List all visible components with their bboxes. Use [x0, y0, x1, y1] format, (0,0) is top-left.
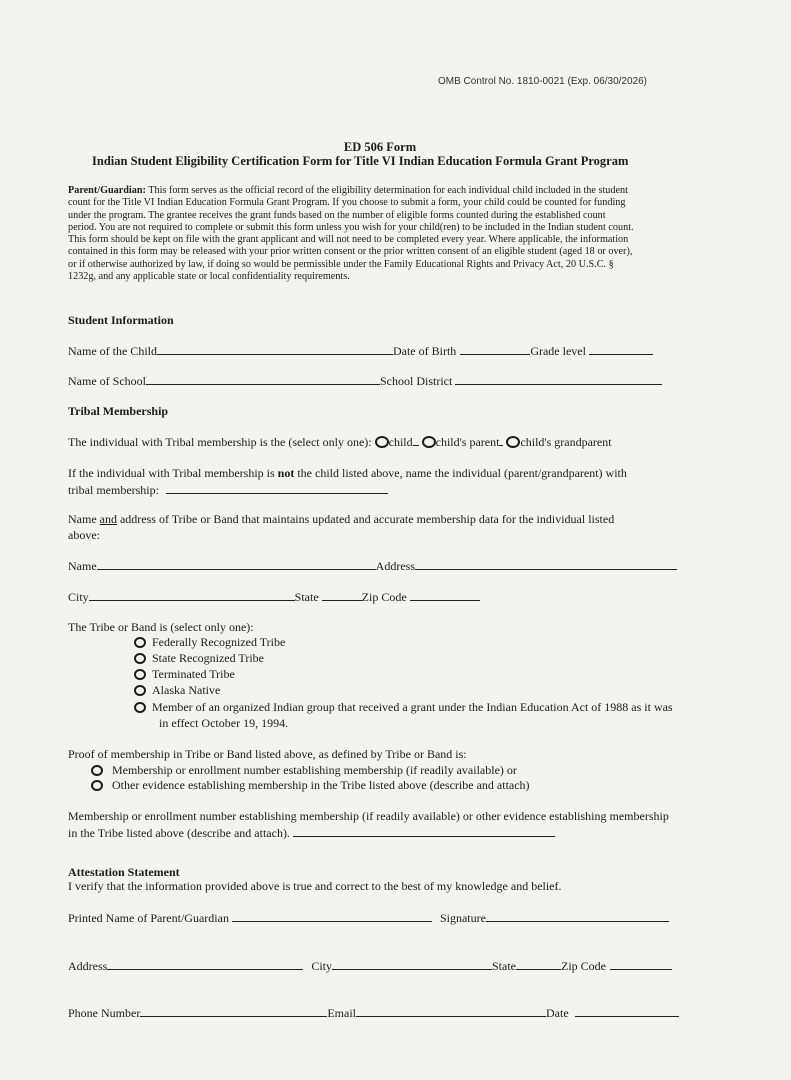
printed-name-label: Printed Name of Parent/Guardian: [68, 911, 232, 925]
printed-name-row: [68, 910, 669, 926]
zip-field[interactable]: [610, 958, 672, 970]
radio-federally-recognized[interactable]: [134, 637, 146, 648]
radio-childs-parent[interactable]: [422, 436, 436, 448]
address-label: Address: [68, 959, 108, 973]
tribe-type-option: [134, 635, 285, 650]
proof-option-label: Membership or enrollment number establishing membership (if readily available) or: [112, 763, 517, 777]
tribe-zip-field[interactable]: [410, 589, 480, 601]
tribe-zip-label: Zip Code: [361, 590, 407, 604]
intro-line: This form should be kept on file with the grant applicant and will not need to be completed every year. Where applicable, the information: [68, 234, 629, 246]
intro-line: under the program. The grantee receives the grant funds based on the number of eligible forms counted during the established count: [68, 209, 606, 221]
state-field[interactable]: [516, 958, 561, 970]
if-not-text: the child listed above, name the individual (parent/grandparent) with: [294, 466, 627, 480]
tribe-type-label: Federally Recognized Tribe: [152, 635, 286, 649]
intro-line: contained in this form may be released with your prior written consent or the prior written consent of an eligible student (aged 18 or over),: [68, 246, 633, 258]
name-address-text: address of Tribe or Band that maintains updated and accurate membership data for the individual listed: [116, 512, 615, 526]
grade-label: Grade level: [530, 344, 586, 358]
name-address-line1: [68, 512, 614, 527]
child-name-label: Name of the Child: [68, 344, 157, 358]
proof-desc-line1: Membership or enrollment number establishing membership (if readily available) or other evidence establishing membership: [68, 809, 669, 823]
form-number: ED 506 Form: [343, 140, 417, 154]
proof-desc-field[interactable]: [293, 825, 555, 837]
radio-alaska-native[interactable]: [134, 685, 146, 696]
radio-terminated-tribe[interactable]: [134, 669, 146, 680]
proof-question: Proof of membership in Tribe or Band listed above, as defined by Tribe or Band is:: [68, 747, 467, 761]
intro-line: count for the Title VI Indian Education Formula Grant Program. If you choose to submit a form, your child could be counted for funding: [68, 197, 626, 209]
if-not-child-line2: [68, 482, 388, 498]
grade-field[interactable]: [589, 343, 653, 355]
attestation-statement: I verify that the information provided above is true and correct to the best of my knowledge and belief.: [68, 879, 562, 893]
tribe-type-question: The Tribe or Band is (select only one):: [68, 620, 254, 634]
radio-other-evidence[interactable]: [91, 780, 103, 791]
tribe-type-label: Member of an organized Indian group that received a grant under the Indian Education Act of 1988 as it was: [152, 700, 673, 714]
tribe-type-option: [134, 700, 673, 715]
signature-field[interactable]: [486, 910, 669, 922]
phone-label: Phone Number: [68, 1006, 141, 1020]
tribe-type-option: [134, 683, 220, 698]
date-label: Date: [546, 1006, 569, 1020]
member-relation-question: The individual with Tribal membership is the (select only one):: [68, 435, 375, 449]
tribe-type-label: Terminated Tribe: [152, 667, 235, 681]
tribe-city-label: City: [68, 590, 89, 604]
school-row: [68, 373, 662, 389]
attestation-address-row: [68, 958, 672, 974]
form-title: Indian Student Eligibility Certification Form for Title VI Indian Education Formula Grant Program: [92, 154, 629, 168]
name-address-and: and: [99, 512, 117, 526]
email-field[interactable]: [356, 1005, 546, 1017]
district-field[interactable]: [455, 373, 662, 385]
proof-option-label: Other evidence establishing membership in the Tribe listed above (describe and attach): [112, 778, 530, 792]
option-underline: [413, 434, 419, 446]
radio-state-recognized[interactable]: [134, 653, 146, 664]
radio-organized-indian-group[interactable]: [134, 702, 146, 713]
zip-label: Zip Code: [561, 959, 606, 973]
name-address-line2: above:: [68, 528, 100, 542]
tribe-address-field[interactable]: [415, 558, 677, 570]
intro-line: 1232g, and any applicable state or local confidentiality requirements.: [68, 271, 350, 283]
tribe-type-label: Alaska Native: [152, 683, 221, 697]
tribe-type-continuation: in effect October 19, 1994.: [159, 716, 289, 730]
intro-line: This form serves as the official record of the eligibility determination for each individual child included in the student: [145, 185, 628, 196]
if-not-child-line1: [68, 466, 627, 481]
signature-label: Signature: [439, 911, 486, 925]
tribe-type-option: [134, 667, 235, 682]
tribe-name-label: Name: [68, 559, 97, 573]
tribe-state-label: State: [294, 590, 319, 604]
dob-field[interactable]: [460, 343, 530, 355]
phone-row: [68, 1005, 679, 1021]
child-name-field[interactable]: [157, 343, 393, 355]
tribe-type-option: [134, 651, 264, 666]
tribe-city-row: [68, 589, 480, 605]
district-label: School District: [379, 374, 453, 388]
option-parent-label: child's parent: [435, 435, 500, 449]
school-field[interactable]: [146, 373, 380, 385]
date-field[interactable]: [575, 1005, 679, 1017]
proof-option: [91, 763, 517, 778]
tribe-state-field[interactable]: [322, 589, 362, 601]
omb-control-number: OMB Control No. 1810-0021 (Exp. 06/30/2026): [438, 76, 648, 87]
radio-childs-grandparent[interactable]: [506, 436, 520, 448]
city-field[interactable]: [332, 958, 492, 970]
tribe-name-row: [68, 558, 677, 574]
intro-line: period. You are not required to complete or submit this form unless you wish for your child(ren) to be included in the Indian student count.: [68, 221, 634, 233]
intro-line: or if otherwise authorized by law, if doing so would be permissible under the Family Educational Rights and Privacy Act, 20 U.S.C. §: [68, 258, 614, 270]
member-relation-row: [68, 434, 612, 450]
attestation-heading: Attestation Statement: [68, 865, 180, 879]
option-grandparent-label: child's grandparent: [520, 435, 612, 449]
proof-desc-line2: [68, 825, 555, 841]
intro-paragraph: [68, 185, 634, 283]
intro-lead: Parent/Guardian:: [68, 185, 146, 196]
tribe-address-label: Address: [375, 559, 415, 573]
proof-desc-label: in the Tribe listed above (describe and attach).: [68, 826, 293, 840]
radio-child[interactable]: [375, 436, 389, 448]
option-underline: [499, 434, 503, 446]
if-not-bold: not: [277, 466, 295, 480]
option-child-label: child: [388, 435, 413, 449]
name-address-text: Name: [68, 512, 100, 526]
dob-label: Date of Birth: [392, 344, 457, 358]
phone-field[interactable]: [140, 1005, 327, 1017]
tribe-city-field[interactable]: [89, 589, 295, 601]
student-info-heading: Student Information: [68, 313, 174, 327]
tribe-name-field[interactable]: [97, 558, 376, 570]
city-label: City: [311, 959, 332, 973]
tribe-type-label: State Recognized Tribe: [152, 651, 264, 665]
proof-option: [91, 778, 530, 793]
printed-name-field[interactable]: [232, 910, 432, 922]
address-field[interactable]: [107, 958, 303, 970]
tribal-member-name-field[interactable]: [166, 482, 388, 494]
if-not-text: If the individual with Tribal membership is: [68, 466, 278, 480]
tribal-membership-label: tribal membership:: [68, 483, 162, 497]
radio-membership-number[interactable]: [91, 765, 103, 776]
child-row: [68, 343, 653, 359]
email-label: Email: [327, 1006, 356, 1020]
state-label: State: [492, 959, 516, 973]
tribal-membership-heading: Tribal Membership: [68, 404, 169, 418]
school-label: Name of School: [68, 374, 146, 388]
